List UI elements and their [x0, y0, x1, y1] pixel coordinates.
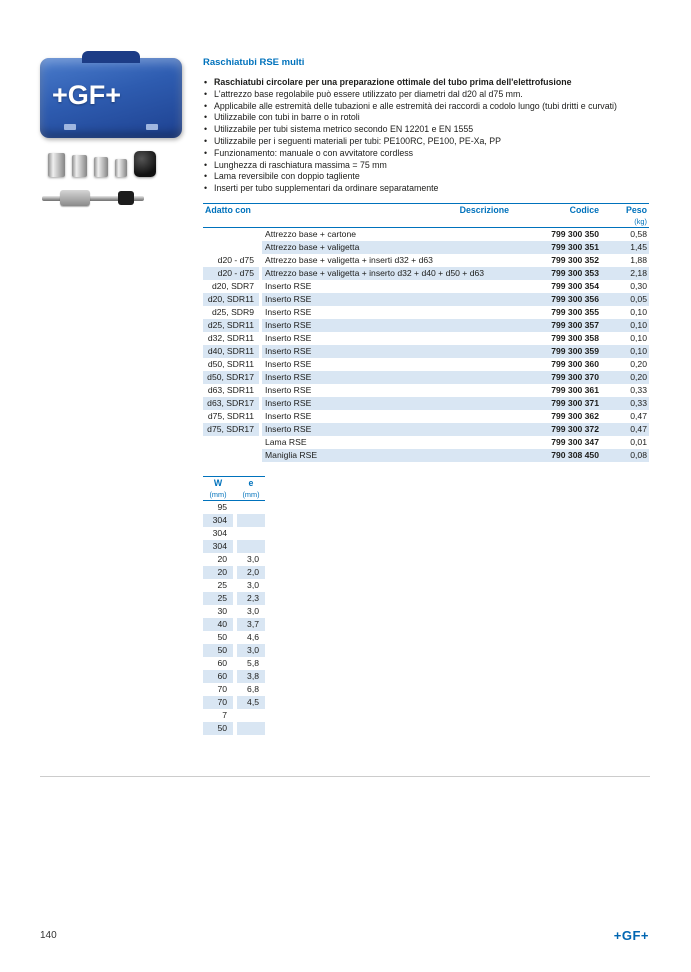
cell-descrizione: Inserto RSE: [262, 293, 511, 306]
cell-w: 50: [203, 722, 233, 735]
tool-case-graphic: [40, 58, 182, 138]
cell-w: 25: [203, 592, 233, 605]
case-latch: [146, 124, 158, 130]
col-header-descrizione: Descrizione: [262, 203, 511, 217]
cell-peso: 1,88: [630, 254, 647, 265]
cell-codice: 799 300 355: [551, 306, 599, 317]
col-header-adatto: Adatto con: [203, 203, 259, 217]
cell-adatto: d20, SDR7: [211, 280, 254, 291]
cell-adatto: d20 - d75: [203, 267, 259, 280]
dimension-row: [203, 605, 265, 618]
cell-descrizione: Inserto RSE: [265, 410, 312, 421]
product-row: [203, 267, 649, 280]
cell-peso: 0,30: [630, 280, 647, 291]
cell-descrizione: Attrezzo base + cartone: [265, 228, 357, 239]
cell-w: 7: [222, 709, 227, 720]
insert-cylinders: [48, 151, 190, 177]
dimension-row: [203, 579, 265, 592]
cell-w: 50: [217, 631, 227, 642]
product-row: [203, 332, 649, 345]
cell-adatto: d50, SDR17: [203, 371, 259, 384]
case-handle: [82, 51, 140, 63]
cell-e: 5,8: [247, 657, 259, 668]
dimension-row: [203, 683, 265, 696]
cell-adatto: d32, SDR11: [207, 332, 254, 343]
cell-peso: 0,47: [630, 410, 647, 421]
product-row: [203, 449, 649, 462]
col-header-w-unit: (mm): [203, 490, 233, 501]
scraper-tool: [38, 187, 190, 209]
cell-peso: 0,10: [630, 332, 647, 343]
col-header-peso-unit: (kg): [601, 217, 649, 228]
cell-descrizione: Inserto RSE: [262, 371, 511, 384]
cell-adatto: d63, SDR11: [207, 384, 254, 395]
col-header-w: W: [203, 476, 233, 490]
cell-w: 70: [203, 696, 233, 709]
dimension-row: [203, 514, 265, 527]
cell-adatto: [203, 449, 259, 462]
insert-cylinder: [94, 157, 108, 177]
cell-codice: 799 300 359: [511, 345, 601, 358]
feature-item: • Utilizzabile per tubi sistema metrico secondo EN 12201 e EN 1555: [203, 124, 649, 136]
cell-e: 3,0: [247, 579, 259, 590]
cell-codice: 799 300 362: [551, 410, 599, 421]
cell-peso: 0,20: [630, 358, 647, 369]
product-row: [203, 319, 649, 332]
dimension-row: [203, 631, 265, 644]
black-knob: [134, 151, 156, 177]
cell-peso: 1,45: [601, 241, 649, 254]
dimension-row: [203, 709, 265, 722]
cell-descrizione: Inserto RSE: [265, 280, 312, 291]
cell-codice: 799 300 357: [511, 319, 601, 332]
feature-item: • L'attrezzo base regolabile può essere utilizzato per diametri dal d20 al d75 mm.: [203, 89, 649, 101]
dimension-row: [203, 592, 265, 605]
cell-descrizione: Inserto RSE: [262, 423, 511, 436]
cell-codice: 790 308 450: [511, 449, 601, 462]
content-column: [203, 57, 649, 735]
cell-codice: 799 300 370: [511, 371, 601, 384]
cell-e: 3,8: [237, 670, 265, 683]
dimension-row: [203, 696, 265, 709]
cell-descrizione: Attrezzo base + valigetta + inserti d32 + d63: [265, 254, 433, 265]
cell-descrizione: Maniglia RSE: [262, 449, 511, 462]
cell-w: 25: [217, 579, 227, 590]
tool-grip: [118, 191, 134, 205]
insert-cylinder: [115, 159, 127, 177]
cell-codice: 799 300 360: [551, 358, 599, 369]
case-latch: [64, 124, 76, 130]
cell-peso: 0,10: [601, 319, 649, 332]
col-header-e: e: [237, 476, 265, 490]
cell-peso: 0,10: [601, 345, 649, 358]
cell-peso: 0,01: [630, 436, 647, 447]
cell-codice: 799 300 372: [511, 423, 601, 436]
dimension-row: [203, 566, 265, 579]
tool-head: [60, 190, 90, 206]
cell-e: 4,5: [237, 696, 265, 709]
product-row: [203, 241, 649, 254]
dimensions-table-header: [203, 476, 265, 490]
insert-cylinder: [48, 153, 65, 177]
dimension-row: [203, 553, 265, 566]
col-header-e-unit: (mm): [237, 490, 265, 501]
feature-item: • Utilizzabile con tubi in barre o in rotoli: [203, 112, 649, 124]
cell-w: 40: [203, 618, 233, 631]
product-row: [203, 410, 649, 423]
cell-peso: 0,33: [601, 397, 649, 410]
products-table-body: [203, 227, 649, 462]
cell-e: [237, 722, 265, 735]
product-row: [203, 397, 649, 410]
cell-adatto: d75, SDR11: [207, 410, 254, 421]
cell-descrizione: Inserto RSE: [265, 358, 312, 369]
gf-footer-logo: +GF+: [613, 928, 649, 943]
feature-item: • Raschiatubi circolare per una preparazione ottimale del tubo prima dell'elettrofusione: [203, 77, 649, 89]
product-row: [203, 227, 649, 241]
products-table-header: [203, 203, 649, 217]
cell-codice: 799 300 371: [511, 397, 601, 410]
cell-adatto: [203, 241, 259, 254]
cell-adatto: d50, SDR11: [207, 358, 254, 369]
cell-w: 20: [203, 566, 233, 579]
cell-e: [237, 709, 265, 722]
cell-descrizione: Lama RSE: [265, 436, 307, 447]
product-row: [203, 306, 649, 319]
cell-w: 60: [217, 657, 227, 668]
product-row: [203, 280, 649, 293]
cell-peso: 0,33: [630, 384, 647, 395]
dimension-row: [203, 644, 265, 657]
dimension-row: [203, 540, 265, 553]
feature-item: • Applicabile alle estremità delle tubazioni e alle estremità dei raccordi a codolo lungo (tubi dritti e curvati): [203, 101, 649, 113]
cell-descrizione: Attrezzo base + valigetta + inserto d32 + d40 + d50 + d63: [262, 267, 511, 280]
cell-codice: 799 300 352: [551, 254, 599, 265]
feature-item: • Inserti per tubo supplementari da ordinare separatamente: [203, 183, 649, 195]
cell-peso: 2,18: [601, 267, 649, 280]
cell-adatto: d63, SDR17: [203, 397, 259, 410]
dimensions-table-body: [203, 500, 265, 735]
cell-descrizione: Inserto RSE: [265, 332, 312, 343]
products-table: [203, 203, 649, 462]
cell-adatto: d25, SDR11: [203, 319, 259, 332]
cell-codice: 799 300 351: [511, 241, 601, 254]
cell-descrizione: Inserto RSE: [262, 319, 511, 332]
dimension-row: [203, 527, 265, 540]
col-header-codice: Codice: [511, 203, 601, 217]
dimension-row: [203, 618, 265, 631]
cell-w: 20: [217, 553, 227, 564]
cell-w: 50: [203, 644, 233, 657]
dimension-row: [203, 500, 265, 514]
cell-codice: 799 300 353: [511, 267, 601, 280]
cell-adatto: [203, 227, 259, 241]
cell-w: 95: [217, 501, 227, 512]
cell-peso: 0,47: [601, 423, 649, 436]
cell-w: 60: [203, 670, 233, 683]
product-row: [203, 423, 649, 436]
cell-peso: 0,20: [601, 371, 649, 384]
cell-e: 2,3: [237, 592, 265, 605]
product-row: [203, 254, 649, 267]
insert-cylinder: [72, 155, 87, 177]
cell-codice: 799 300 354: [551, 280, 599, 291]
cell-w: 304: [203, 540, 233, 553]
cell-e: 3,7: [237, 618, 265, 631]
feature-list: [203, 77, 649, 195]
dimension-row: [203, 722, 265, 735]
page-number: 140: [40, 930, 57, 941]
cell-e: 3,0: [237, 644, 265, 657]
cell-peso: 0,08: [601, 449, 649, 462]
cell-codice: 799 300 347: [551, 436, 599, 447]
cell-w: 304: [212, 527, 227, 538]
dimensions-table-unit-row: [203, 490, 265, 501]
cell-e: 3,0: [247, 605, 259, 616]
feature-item: • Utilizzabile per i seguenti materiali per tubi: PE100RC, PE100, PE-Xa, PP: [203, 136, 649, 148]
footer-divider: [40, 776, 650, 777]
cell-e: [237, 514, 265, 527]
cell-descrizione: Inserto RSE: [262, 397, 511, 410]
cell-adatto: d25, SDR9: [211, 306, 254, 317]
cell-e: [237, 540, 265, 553]
cell-w: 30: [217, 605, 227, 616]
products-table-unit-row: [203, 217, 649, 228]
product-row: [203, 436, 649, 449]
cell-codice: 799 300 358: [551, 332, 599, 343]
cell-adatto: d20 - d75: [217, 254, 254, 265]
cell-adatto: d40, SDR11: [203, 345, 259, 358]
cell-codice: 799 300 361: [551, 384, 599, 395]
cell-peso: 0,10: [630, 306, 647, 317]
dimensions-table: [203, 476, 265, 735]
cell-adatto: d20, SDR11: [203, 293, 259, 306]
page-title: Raschiatubi RSE multi: [203, 57, 305, 68]
cell-e: 4,6: [247, 631, 259, 642]
gf-logo-on-case: +GF+: [52, 80, 122, 110]
cell-e: 3,0: [247, 553, 259, 564]
col-header-peso: Peso: [601, 203, 649, 217]
cell-descrizione: Inserto RSE: [265, 306, 312, 317]
feature-item: • Lama reversibile con doppio tagliente: [203, 171, 649, 183]
cell-descrizione: Inserto RSE: [265, 384, 312, 395]
cell-e: [237, 500, 265, 514]
product-row: [203, 384, 649, 397]
cell-e: 2,0: [237, 566, 265, 579]
cell-w: 70: [217, 683, 227, 694]
cell-w: 304: [203, 514, 233, 527]
product-row: [203, 345, 649, 358]
cell-descrizione: Inserto RSE: [262, 345, 511, 358]
product-photo: [38, 58, 190, 238]
cell-adatto: d75, SDR17: [203, 423, 259, 436]
cell-adatto: [203, 436, 259, 449]
cell-codice: 799 300 356: [511, 293, 601, 306]
cell-e: [237, 527, 265, 540]
cell-descrizione: Attrezzo base + valigetta: [262, 241, 511, 254]
dimension-row: [203, 657, 265, 670]
cell-e: 6,8: [247, 683, 259, 694]
cell-peso: 0,05: [601, 293, 649, 306]
dimension-row: [203, 670, 265, 683]
product-row: [203, 371, 649, 384]
cell-codice: 799 300 350: [551, 228, 599, 239]
feature-item: • Funzionamento: manuale o con avvitatore cordless: [203, 148, 649, 160]
feature-item: • Lunghezza di raschiatura massima = 75 mm: [203, 160, 649, 172]
cell-peso: 0,58: [630, 228, 647, 239]
product-row: [203, 358, 649, 371]
product-row: [203, 293, 649, 306]
